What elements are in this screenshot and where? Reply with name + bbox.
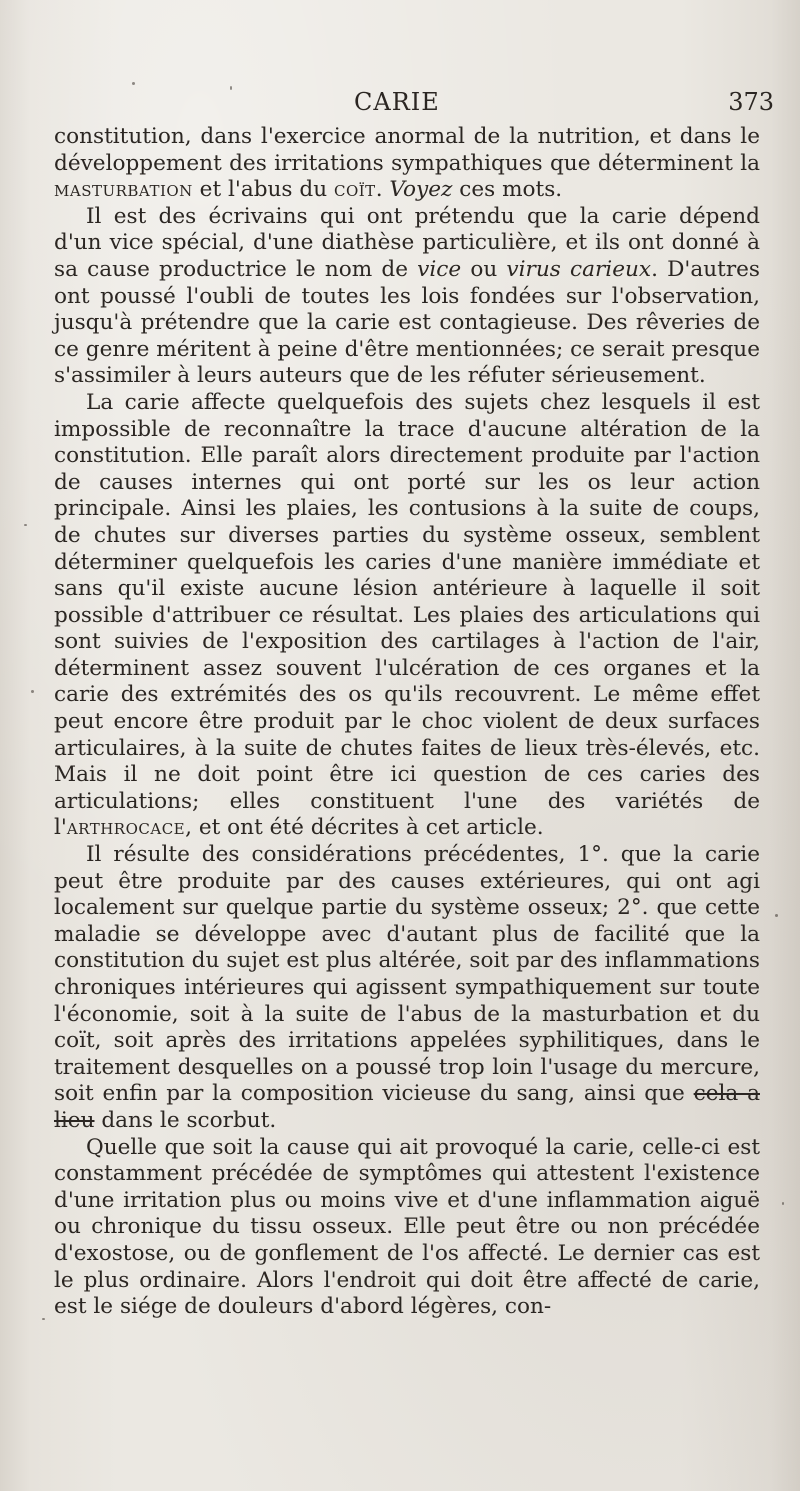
paragraph-2	[54, 204, 760, 390]
italic-term: virus carieux	[506, 256, 652, 282]
text-run: . D'autres ont poussé l'oubli de toutes les lois fondées sur l'observation, jusqu'à prétendre que la carie est contagieuse. Des rêveries de ce genre méritent à peine d'être mentionnées; ce serait presque s'assimiler à leurs auteurs que de les réfuter sérieusement.	[54, 256, 761, 389]
text-run: et l'abus du	[192, 177, 334, 203]
text-run: Il est des écrivains qui ont prétendu que la carie dépend d'un vice spécial, d'une diathèse particulière, et ils ont donné à sa cause productrice le nom de	[54, 203, 760, 282]
text-run: ces mots.	[452, 177, 563, 203]
italic-term: Voyez	[389, 177, 453, 203]
text-run: ou	[461, 256, 507, 282]
small-caps-term: arthrocace	[66, 815, 186, 841]
text-run: Il résulte des considérations précédentes, 1°. que la carie peut être produite par des causes extérieures, qui ont agi localement sur quelque partie du système osseux; 2°. que cette maladie se développe avec d'autant plus de facilité que la constitution du sujet est plus altérée, soit par des inflammations chroniques intérieures qui agissent sympathiquement sur toute l'économie, soit à la suite de l'abus de la masturbation et du coït, soit après des irritations appelées syphilitiques, dans le traitement desquelles on a poussé trop loin l'usage du mercure, soit enfin par la composition vicieuse du sang, ainsi que	[54, 842, 760, 1107]
paragraph-4	[54, 842, 760, 1135]
text-run: .	[375, 177, 390, 203]
page-number: 373	[728, 88, 774, 116]
text-run: , et ont été décrites à cet article.	[185, 815, 544, 841]
page-header	[60, 88, 774, 122]
small-caps-term: coït	[333, 177, 376, 203]
paragraph-1	[54, 124, 760, 204]
paragraph-3	[54, 390, 760, 842]
paragraph-5	[54, 1135, 760, 1321]
paper-speck	[775, 914, 778, 917]
paper-speck	[42, 1318, 45, 1320]
paper-speck	[31, 690, 34, 693]
small-caps-term: masturbation	[54, 177, 193, 203]
paper-speck	[230, 86, 232, 90]
text-run: constitution, dans l'exercice anormal de la nutrition, et dans le développement des irritations sympathiques que déterminent la	[54, 124, 760, 176]
paper-speck	[24, 524, 27, 526]
text-run: dans le scorbut.	[94, 1107, 277, 1133]
struck-text: cela a lieu	[54, 1081, 760, 1133]
body-text	[54, 124, 760, 1321]
running-title: CARIE	[354, 88, 440, 116]
text-run: La carie affecte quelquefois des sujets chez lesquels il est impossible de reconnaître la trace d'aucune altération de la constitution. Elle paraît alors directement produite par l'action de causes internes qui ont porté sur les os leur action principale. Ainsi les plaies, les contusions à la suite de coups, de chutes sur diverses parties du système osseux, semblent déterminer quelquefois les caries d'une manière immédiate et sans qu'il existe aucune lésion antérieure à laquelle il soit possible d'attribuer ce résultat. Les plaies des articulations qui sont suivies de l'exposition des cartilages à l'action de l'air, déterminent assez souvent l'ulcération de ces organes et la carie des extrémités des os qu'ils recouvrent. Le même effet peut encore être produit par le choc violent de deux surfaces articulaires, à la suite de chutes faites de lieux très-élevés, etc. Mais il ne doit point être ici question de ces caries des articulations; elles constituent l'une des variétés de l'	[54, 389, 760, 841]
italic-term: vice	[417, 256, 462, 282]
paper-speck	[782, 1202, 784, 1205]
text-run: Quelle que soit la cause qui ait provoqué la carie, celle-ci est constamment précédée de symptômes qui attestent l'existence d'une irritation plus ou moins vive et d'une inflammation aiguë ou chronique du tissu osseux. Elle peut être ou non précédée d'exostose, ou de gonflement de l'os affecté. Le dernier cas est le plus ordinaire. Alors l'endroit qui doit être affecté de carie, est le siége de douleurs d'abord légères, con-	[54, 1134, 760, 1320]
paper-speck	[132, 82, 135, 85]
